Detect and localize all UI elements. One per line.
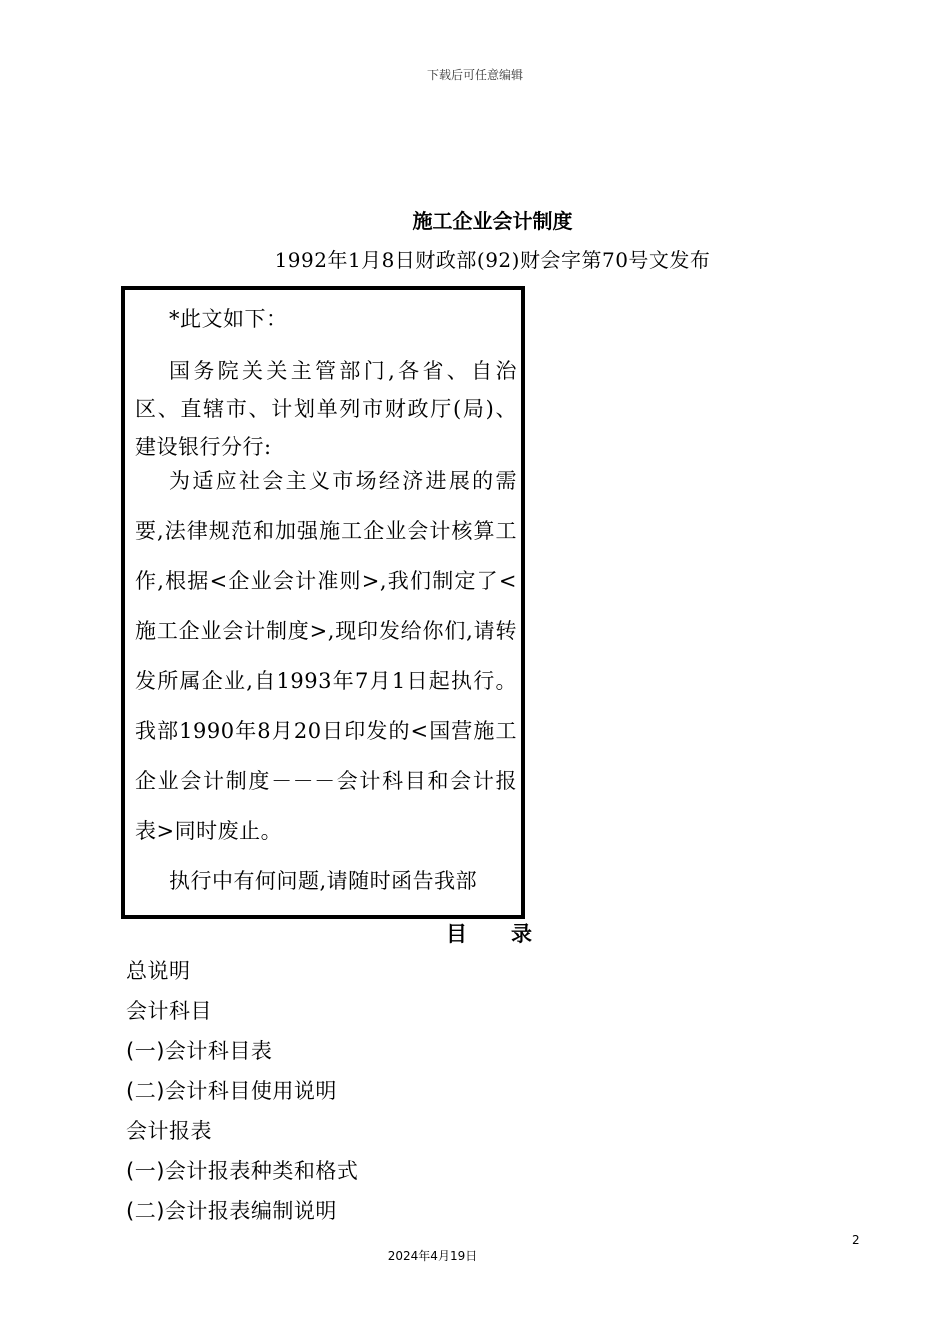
toc-item: (一)会计科目表 (126, 1039, 273, 1063)
page-number: 2 (852, 1233, 860, 1247)
toc-item: (一)会计报表种类和格式 (126, 1159, 359, 1183)
toc-item: (二)会计科目使用说明 (126, 1079, 337, 1103)
table-of-contents (126, 954, 358, 1234)
notice-body: 为适应社会主义市场经济进展的需要,法律规范和加强施工企业会计核算工作,根据<企业会计准则>,我们制定了<施工企业会计制度>,现印发给你们,请转发所属企业,自1993年7月1日起执行。我部1990年8月20日印发的<国营施工企业会计制度－－－会计科目和会计报表>同时废止。 (135, 469, 517, 843)
toc-title: 目录 (446, 922, 576, 946)
document-subtitle: 1992年1月8日财政部(92)财会字第70号文发布 (274, 248, 711, 272)
toc-item: 会计科目 (126, 999, 212, 1023)
toc-item: 总说明 (126, 959, 191, 983)
page-header-note: 下载后可任意编辑 (426, 68, 523, 82)
toc-item: 会计报表 (126, 1119, 212, 1143)
toc-item: (二)会计报表编制说明 (126, 1199, 337, 1223)
notice-addressees: 国务院关关主管部门,各省、自治区、直辖市、计划单列市财政厅(局)、建设银行分行: (135, 359, 517, 459)
document-title: 施工企业会计制度 (412, 209, 573, 233)
notice-intro: *此文如下： (169, 307, 288, 331)
notice-closing: 执行中有何问题,请随时函告我部 (169, 869, 478, 893)
notice-box (121, 286, 525, 919)
footer-date: 2024年4月19日 (387, 1249, 478, 1263)
